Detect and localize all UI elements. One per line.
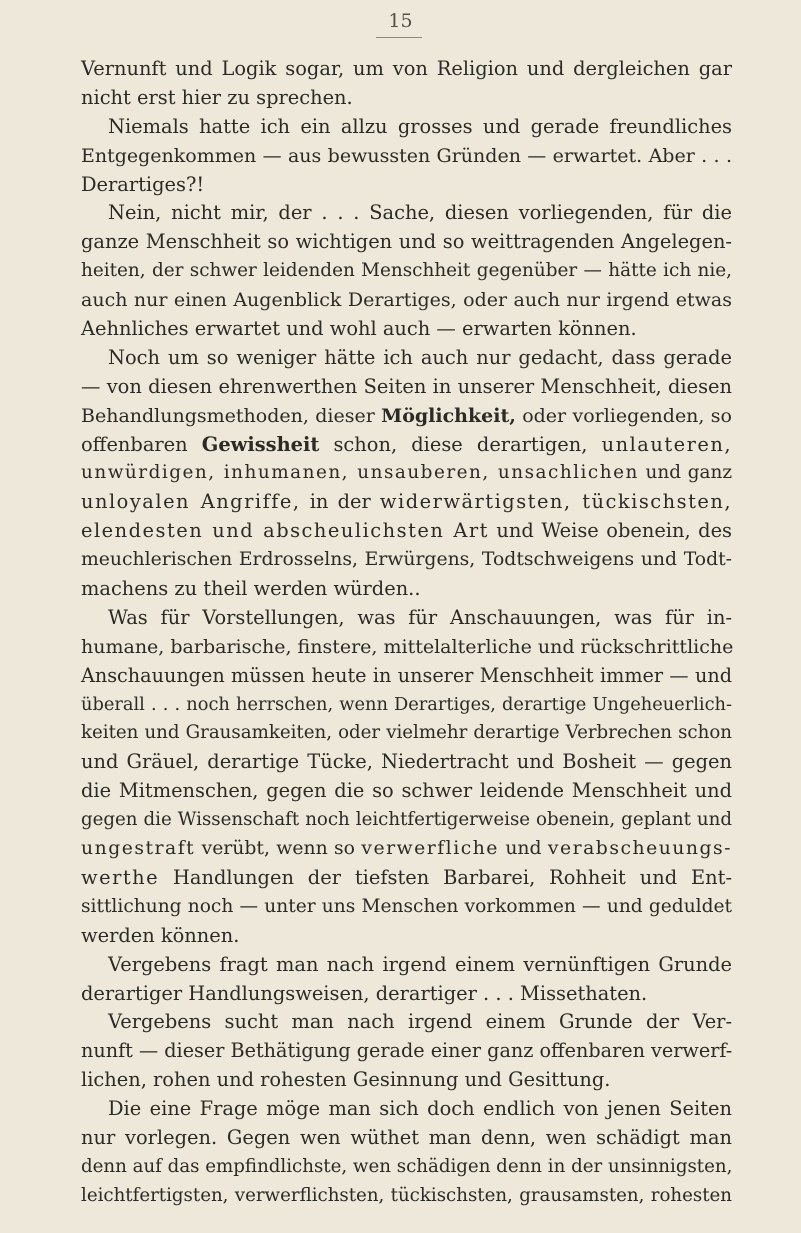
- body-text: [81, 55, 732, 1211]
- text-line: meuchlerischen Erdrosselns, Erwürgens, Todtschweigens und Todt-: [81, 549, 732, 571]
- page-number: 15: [388, 10, 413, 32]
- text-line: [81, 402, 732, 431]
- text-line: Entgegenkommen — aus bewussten Gründen — erwartet. Aber . . .: [81, 144, 732, 167]
- text-line: ganze Menschheit so wichtigen und so weittragenden Angelegen-: [81, 230, 732, 254]
- text-line: Die eine Frage möge man sich doch endlich von jenen Seiten: [108, 1097, 732, 1121]
- text-run: und ganz: [645, 462, 733, 484]
- text-line: denn auf das empfindlichste, wen schädigen denn in der unsinnigsten,: [81, 1155, 733, 1177]
- text-line: humane, barbarische, finstere, mittelalterliche und rückschrittliche: [81, 635, 734, 658]
- text-line: machens zu theil werden würden..: [81, 577, 421, 601]
- text-run: oder vorliegenden, so: [522, 404, 732, 427]
- spaced-text: elendesten und abscheulichsten Art: [81, 519, 489, 543]
- text-run: und Weise obenein, des: [496, 519, 732, 543]
- text-line: gegen die Wissenschaft noch leichtfertigerweise obenein, geplant und: [81, 809, 732, 831]
- text-line: Was für Vorstellungen, was für Anschauungen, was für in-: [108, 605, 732, 629]
- text-run: und: [505, 838, 542, 860]
- text-line: und Gräuel, derartige Tücke, Niedertracht und Bosheit — gegen: [81, 750, 732, 774]
- text-line: Derartiges?!: [81, 172, 205, 196]
- bold-term-moeglichkeit: Möglichkeit,: [381, 404, 516, 427]
- spaced-text: unwürdigen, inhumanen, unsauberen, unsachlichen: [81, 462, 639, 484]
- text-line: [81, 517, 732, 546]
- text-line: Aehnliches erwartet und wohl auch — erwarten können.: [81, 317, 637, 341]
- text-line: Anschauungen müssen heute in unserer Menschheit immer — und: [81, 663, 732, 687]
- page-number-rule: [376, 37, 422, 38]
- text-line: [81, 835, 732, 864]
- text-line: Vernunft und Logik sogar, um von Religion und dergleichen gar: [81, 57, 732, 80]
- spaced-text: verabscheuungs-: [547, 838, 732, 860]
- text-line: [81, 431, 732, 460]
- text-line: heiten, der schwer leidenden Menschheit gegenüber — hätte ich nie,: [81, 260, 732, 282]
- text-line: Niemals hatte ich ein allzu grosses und gerade freundliches: [108, 114, 732, 138]
- text-line: [81, 488, 732, 517]
- text-line: die Mitmenschen, gegen die so schwer leidende Menschheit und: [81, 779, 732, 803]
- text-run: Handlungen der tiefsten Barbarei, Rohheit und Ent-: [173, 865, 732, 889]
- text-line: werden können.: [81, 923, 240, 947]
- text-line: nur vorlegen. Gegen wen wüthet man denn, wen schädigt man: [81, 1125, 732, 1149]
- text-line: [81, 459, 732, 488]
- spaced-text: widerwärtigsten, tückischsten,: [379, 490, 733, 514]
- bold-term-gewissheit: Gewissheit: [201, 432, 320, 456]
- text-line: Noch um so weniger hätte ich auch nur gedacht, dass gerade: [108, 345, 732, 369]
- text-line: [81, 864, 732, 893]
- spaced-text: ungestraft: [81, 838, 196, 860]
- text-line: derartiger Handlungsweisen, derartiger . . . Missethaten.: [81, 981, 648, 1005]
- text-line: — von diesen ehrenwerthen Seiten in unserer Menschheit, diesen: [81, 374, 732, 398]
- text-line: auch nur einen Augenblick Derartiges, oder auch nur irgend etwas: [81, 289, 732, 312]
- text-line: Vergebens fragt man nach irgend einem vernünftigen Grunde: [108, 952, 732, 976]
- spaced-text: unloyalen Angriffe,: [81, 490, 301, 514]
- text-run: schon, diese derartigen,: [333, 432, 588, 456]
- text-line: leichtfertigsten, verwerflichsten, tückischsten, grausamsten, rohesten: [81, 1184, 732, 1206]
- text-line: Vergebens sucht man nach irgend einem Grunde der Ver-: [108, 1010, 732, 1034]
- spaced-text: verwerfliche: [361, 838, 499, 860]
- text-line: sittlichung noch — unter uns Menschen vorkommen — und geduldet: [81, 895, 732, 917]
- text-run: verübt, wenn so: [201, 838, 355, 860]
- text-line: nunft — dieser Bethätigung gerade einer ganz offenbaren verwerf-: [81, 1039, 733, 1063]
- text-line: Nein, nicht mir, der . . . Sache, diesen vorliegenden, für die: [108, 201, 732, 225]
- text-line: überall . . . noch herrschen, wenn Derartiges, derartige Ungeheuerlich-: [81, 693, 732, 715]
- text-line: nicht erst hier zu sprechen.: [81, 85, 353, 109]
- text-run: offenbaren: [81, 432, 188, 456]
- text-run: Behandlungsmethoden, dieser: [81, 404, 375, 427]
- text-run: in der: [309, 490, 371, 514]
- text-line: keiten und Grausamkeiten, oder vielmehr derartige Verbrechen schon: [81, 722, 732, 744]
- spaced-text: unlauteren,: [601, 432, 732, 456]
- text-line: lichen, rohen und rohesten Gesinnung und Gesittung.: [81, 1068, 611, 1092]
- spaced-text: werthe: [81, 865, 160, 889]
